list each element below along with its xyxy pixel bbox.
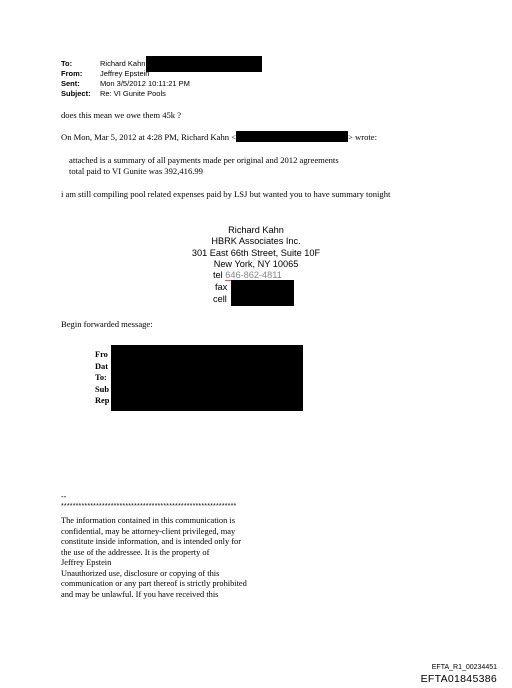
signature-address2: New York, NY 10065 bbox=[213, 259, 299, 269]
forwarded-label: Begin forwarded message: bbox=[61, 319, 153, 329]
quote-intro-end: > wrote: bbox=[348, 132, 377, 142]
sent-label: Sent: bbox=[61, 79, 80, 88]
redaction-fax bbox=[231, 280, 294, 294]
separator-dashes: -- bbox=[61, 492, 67, 501]
bates-number-large: EFTA01845386 bbox=[420, 673, 497, 685]
fwd-field-from: Fro bbox=[95, 350, 108, 359]
redaction-to-email bbox=[146, 56, 262, 72]
disclaimer-line: constitute inside information, and is intended only for bbox=[61, 537, 242, 546]
forwarded-fields bbox=[95, 349, 109, 407]
bates-number-small: EFTA_R1_00234451 bbox=[431, 664, 497, 671]
from-label: From: bbox=[61, 69, 83, 78]
reply-text: does this mean we owe them 45k ? bbox=[61, 110, 182, 120]
subject-label: Subject: bbox=[61, 89, 91, 98]
fax-label: fax bbox=[215, 282, 228, 292]
tel-label: tel bbox=[213, 270, 223, 280]
disclaimer-line: confidential, may be attorney-client privileged, may bbox=[61, 526, 236, 536]
cell-label: cell bbox=[213, 294, 227, 304]
disclaimer-line: Jeffrey Epstein bbox=[61, 558, 112, 567]
to-value: Richard Kahn bbox=[100, 59, 146, 68]
redaction-forwarded-header bbox=[111, 345, 303, 411]
quote-intro bbox=[61, 131, 377, 142]
disclaimer-line: The information contained in this communication is bbox=[61, 516, 235, 525]
disclaimer-line: Unauthorized use, disclosure or copying of this bbox=[61, 568, 220, 578]
signature-tel bbox=[213, 270, 282, 280]
sent-value: Mon 3/5/2012 10:11:21 PM bbox=[100, 79, 190, 88]
quoted-line-1: attached is a summary of all payments made per original and 2012 agreements bbox=[69, 155, 339, 165]
quoted-line-2: total paid to VI Gunite was 392,416.99 bbox=[69, 166, 203, 176]
redaction-sender-email bbox=[236, 131, 348, 142]
from-value: Jeffrey Epstein bbox=[100, 69, 150, 78]
fwd-field-subject: Sub bbox=[95, 384, 109, 394]
signature-name: Richard Kahn bbox=[228, 225, 284, 235]
to-label: To: bbox=[61, 59, 73, 68]
fwd-field-date: Dat bbox=[95, 361, 109, 371]
fwd-field-to: To: bbox=[95, 373, 107, 383]
redaction-cell bbox=[231, 293, 294, 306]
signature-company: HBRK Associates Inc. bbox=[211, 236, 301, 246]
disclaimer-line: and may be unlawful. If you have received this bbox=[61, 589, 219, 599]
disclaimer bbox=[61, 516, 247, 600]
tel-value: 646-862-4811 bbox=[225, 270, 282, 280]
compiling-text: i am still compiling pool related expenses paid by LSJ but wanted you to have summary tonight bbox=[61, 189, 391, 199]
quote-intro-start: On Mon, Mar 5, 2012 at 4:28 PM, Richard Kahn < bbox=[61, 132, 237, 142]
signature-address1: 301 East 66th Street, Suite 10F bbox=[191, 248, 321, 258]
disclaimer-line: communication or any part thereof is strictly prohibited bbox=[61, 579, 247, 588]
separator-stars: ************************************************************ bbox=[61, 503, 237, 510]
disclaimer-line: the use of the addressee. It is the property of bbox=[61, 547, 210, 557]
fwd-field-reply: Rep bbox=[95, 396, 110, 406]
subject-value: Re: VI Gunite Pools bbox=[100, 89, 166, 98]
